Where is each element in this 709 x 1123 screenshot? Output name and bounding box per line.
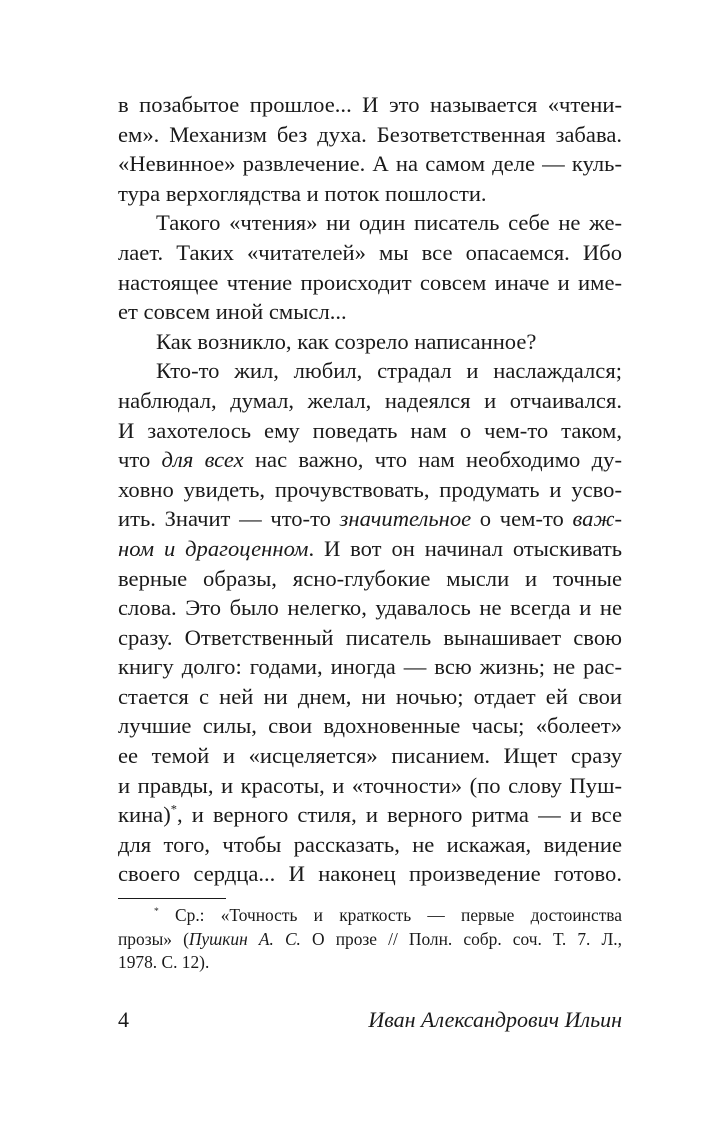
text-line: «Невинное» развлечение. А на самом деле — куль-	[118, 151, 622, 177]
text-line: ховно увидеть, прочувствовать, продумать и усво-	[118, 476, 622, 502]
emphasis-text: значительное	[339, 506, 472, 532]
text-run: нас важно, что нам необходимо ду-	[243, 447, 622, 473]
text-line: ет совсем иной смысл...	[118, 299, 347, 325]
footnote	[118, 904, 622, 975]
footnote-line	[118, 928, 622, 952]
text-line: Такого «чтения» ни один писатель себе не же-	[156, 210, 622, 236]
text-line	[118, 800, 622, 830]
text-line: наблюдал, думал, желал, надеялся и отчаивался.	[118, 387, 622, 413]
text-run: кина)	[118, 802, 171, 828]
text-line: книгу долго: годами, иногда — всю жизнь; не рас-	[118, 654, 622, 680]
text-line: тура верхоглядства и поток пошлости.	[118, 180, 487, 206]
text-line: сразу. Ответственный писатель вынашивает свою	[118, 624, 622, 650]
emphasis-text: важ-	[572, 506, 622, 532]
text-line	[118, 534, 622, 564]
text-run: прозы» (	[118, 928, 189, 949]
text-line: настоящее чтение происходит совсем иначе и име-	[118, 269, 622, 295]
text-line: лает. Таких «читателей» мы все опасаемся. Ибо	[118, 239, 622, 265]
text-line: Кто-то жил, любил, страдал и наслаждался;	[156, 358, 622, 384]
emphasis-text: для всех	[161, 447, 244, 473]
text-run: О прозе // Полн. собр. соч. Т. 7. Л.,	[300, 928, 622, 949]
emphasis-text: Пушкин А. С.	[188, 928, 301, 949]
text-line	[118, 504, 622, 534]
text-line: и правды, и красоты, и «точности» (по слову Пуш-	[118, 772, 622, 798]
page-footer	[118, 1005, 622, 1035]
text-run: о чем-то	[471, 506, 573, 532]
text-line: Как возникло, как созрело написанное?	[156, 328, 537, 354]
text-line: ее темой и «исцеляется» писанием. Ищет сразу	[118, 743, 622, 769]
text-line: И захотелось ему поведать нам о чем-то таком,	[118, 417, 622, 443]
text-line: верные образы, ясно-глубокие мысли и точные	[118, 565, 622, 591]
emphasis-text: ном и драгоценном	[118, 535, 309, 561]
text-line: для того, чтобы рассказать, не искажая, видение	[118, 831, 622, 857]
text-line: лучшие силы, свои вдохновенные часы; «болеет»	[118, 713, 622, 739]
text-line: ем». Механизм без духа. Безответственная забава.	[118, 121, 622, 147]
text-run: , и верного стиля, и верного ритма — и все	[176, 802, 622, 828]
footnote-line: 1978. С. 12).	[118, 952, 210, 973]
text-line: в позабытое прошлое... И это называется «чтени-	[118, 92, 622, 117]
footnote-reference: *	[170, 802, 177, 817]
footnote-divider	[118, 898, 226, 899]
main-text	[118, 90, 622, 889]
footnote-line	[118, 904, 622, 928]
text-line	[118, 445, 622, 475]
text-run: что	[118, 447, 162, 473]
text-run: Ср.: «Точность и краткость — первые достоинства	[158, 905, 622, 925]
text-run: . И вот он начинал отыскивать	[308, 535, 623, 561]
text-line: слова. Это было нелегко, удавалось не всегда и не	[118, 595, 622, 621]
running-footer-author: Иван Александрович Ильин	[368, 1007, 622, 1032]
page-number: 4	[118, 1007, 129, 1032]
text-line: стается с ней ни днем, ни ночью; отдает ей свои	[118, 683, 622, 709]
text-run: ить. Значит — что-то	[118, 506, 340, 532]
footnote-marker: *	[154, 906, 159, 918]
text-line: своего сердца... И наконец произведение готово.	[118, 861, 622, 887]
